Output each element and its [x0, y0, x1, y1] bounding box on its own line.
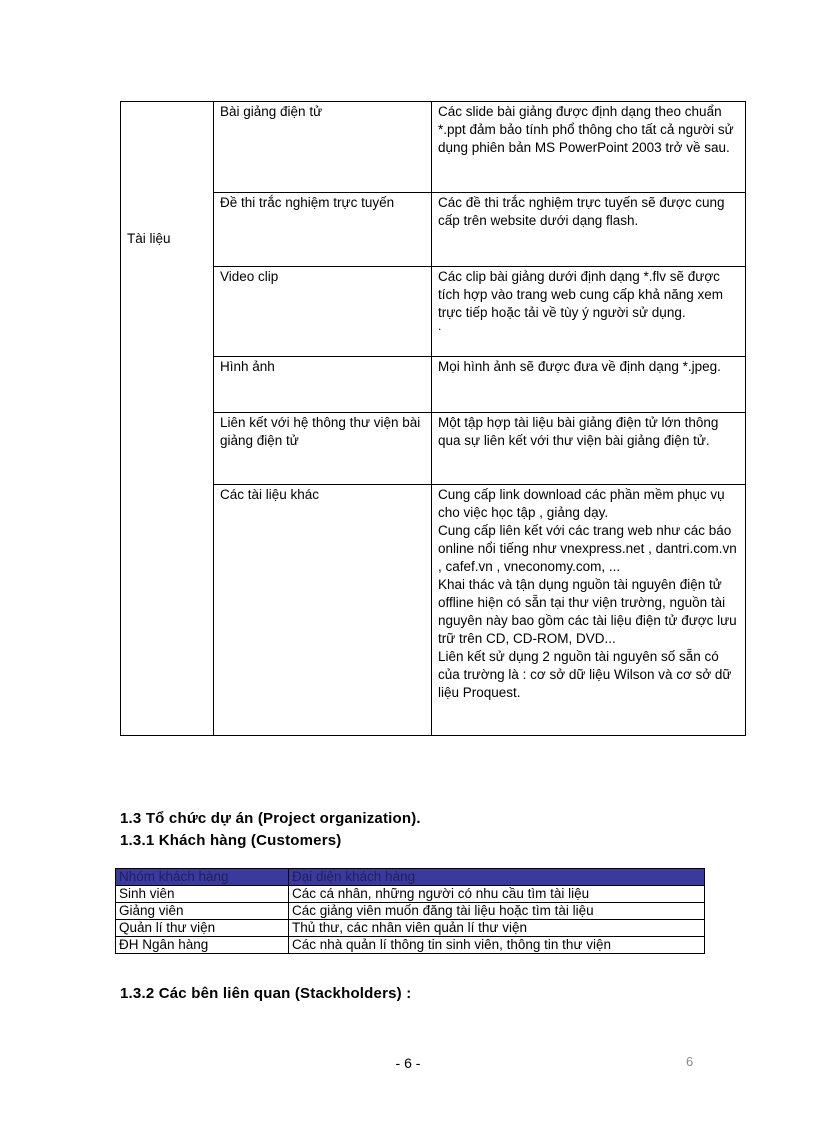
item-cell: Hình ảnh — [214, 357, 432, 413]
table-row — [121, 193, 746, 267]
item-cell: Video clip — [214, 267, 432, 357]
page-number: 6 — [686, 1054, 694, 1069]
description-cell — [432, 193, 746, 267]
table-row — [116, 937, 705, 954]
item-cell: Liên kết với hệ thông thư viện bài giảng điện tử — [214, 413, 432, 485]
section-heading-1-3-2: 1.3.2 Các bên liên quan (Stackholders) : — [120, 985, 412, 1002]
description-text: . — [438, 319, 442, 333]
description-cell — [432, 102, 746, 193]
item-cell: Đề thi trắc nghiệm trực tuyến — [214, 193, 432, 267]
table-cell: Sinh viên — [116, 886, 289, 903]
description-text: Một tập hợp tài liệu bài giảng điện tử lớn thông qua sự liên kết với thư viện bài giảng điện tử. — [438, 415, 719, 448]
item-cell: Bài giảng điện tử — [214, 102, 432, 193]
description-text: Các clip bài giảng dưới định dạng *.flv sẽ được tích hợp vào trang web cung cấp khả năng xem trực tiếp hoặc tải về tùy ý người sử dụng. — [438, 269, 724, 320]
table-row — [121, 102, 746, 193]
table-row — [116, 886, 705, 903]
table-row — [116, 903, 705, 920]
description-cell — [432, 357, 746, 413]
table-cell: Các nhà quản lí thông tin sinh viên, thông tin thư viện — [289, 937, 705, 954]
description-cell — [432, 413, 746, 485]
description-text: Cung cấp liên kết với các trang web như các báo online nổi tiếng như vnexpress.net , dantri.com.vn , cafef.vn , vneconomy.com, ... — [438, 523, 737, 574]
description-cell — [432, 267, 746, 357]
category-label: Tài liệu — [127, 231, 171, 246]
table-header-row — [116, 869, 705, 886]
table-row — [121, 357, 746, 413]
item-cell: Các tài liệu khác — [214, 485, 432, 736]
table-row — [121, 413, 746, 485]
description-text: Các slide bài giảng được định dạng theo chuẩn *.ppt đảm bảo tính phổ thông cho tất cả người sử dụng phiên bản MS PowerPoint 2003 trở về sau. — [438, 104, 734, 155]
table-row — [121, 267, 746, 357]
page-label: - 6 - — [395, 1055, 421, 1071]
table-cell: Các cá nhân, những người có nhu cầu tìm tài liệu — [289, 886, 705, 903]
customers-table — [115, 868, 705, 954]
section-heading-1-3-1: 1.3.1 Khách hàng (Customers) — [120, 832, 342, 849]
category-cell — [121, 102, 214, 736]
table-cell: Quản lí thư viện — [116, 920, 289, 937]
column-header: Đại diện khách hàng — [289, 869, 705, 886]
description-text: Khai thác và tận dụng nguồn tài nguyên điện tử offline hiện có sẵn tại thư viện trường, nguồn tài nguyên này bao gồm các tài liệu điện tử được lưu trữ trên CD, CD-ROM, DVD... — [438, 577, 737, 646]
table-row — [121, 485, 746, 736]
table-row — [116, 920, 705, 937]
description-text: Các đề thi trắc nghiệm trực tuyến sẽ được cung cấp trên website dưới dạng flash. — [438, 195, 725, 228]
table-cell: ĐH Ngân hàng — [116, 937, 289, 954]
table-cell: Các giảng viên muốn đăng tài liệu hoặc tìm tài liệu — [289, 903, 705, 920]
description-text: Cung cấp link download các phần mềm phục vụ cho việc học tập , giảng dạy. — [438, 487, 725, 520]
description-text: Mọi hình ảnh sẽ được đưa về định dạng *.jpeg. — [438, 359, 721, 374]
resources-table — [120, 101, 746, 736]
column-header: Nhóm khách hàng — [116, 869, 289, 886]
table-cell: Thủ thư, các nhân viên quản lí thư viện — [289, 920, 705, 937]
description-text: Liên kết sử dụng 2 nguồn tài nguyên số sẵn có của trường là : cơ sở dữ liệu Wilson và cơ sở dữ liệu Proquest. — [438, 649, 732, 700]
section-heading-1-3: 1.3 Tổ chức dự án (Project organization). — [120, 810, 421, 827]
description-cell — [432, 485, 746, 736]
table-cell: Giảng viên — [116, 903, 289, 920]
